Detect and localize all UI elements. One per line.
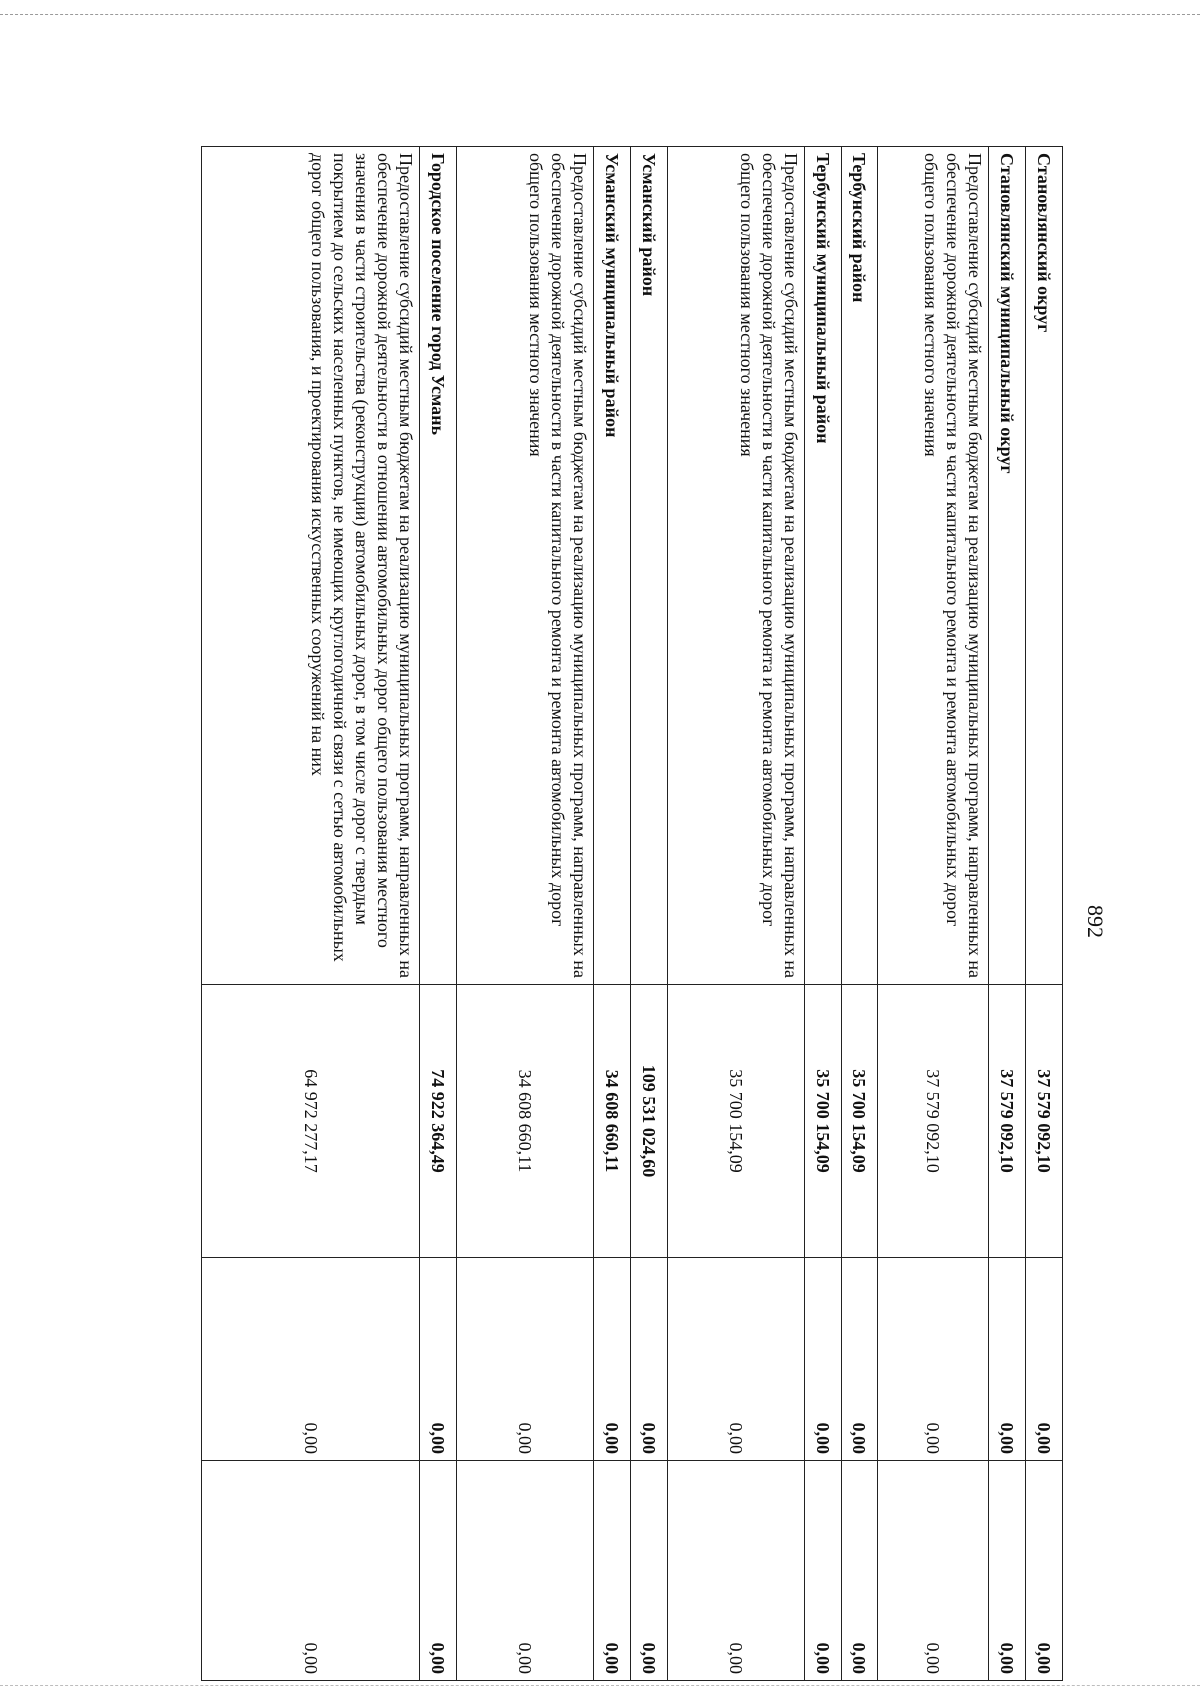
row-value-3: 0,00: [878, 1461, 989, 1681]
table-row: [804, 147, 841, 1681]
row-value-1: 35 700 154,09: [667, 985, 804, 1258]
row-value-2: 0,00: [630, 1258, 667, 1461]
row-value-3: 0,00: [804, 1461, 841, 1681]
row-name: Предоставление субсидий местным бюджетам на реализацию муниципальных программ, направленных на обеспечение дорожной деятельности в части капитального ремонта и ремонта автомобильных дорог общего пользования местного значения: [667, 147, 804, 985]
table-row: [420, 147, 457, 1681]
row-name: Городское поселение город Усмань: [420, 147, 457, 985]
row-name: Предоставление субсидий местным бюджетам на реализацию муниципальных программ, направленных на обеспечение дорожной деятельности в части капитального ремонта и ремонта автомобильных дорог общего пользования местного значения: [878, 147, 989, 985]
row-value-3: 0,00: [667, 1461, 804, 1681]
row-value-1: 37 579 092,10: [989, 985, 1026, 1258]
row-value-3: 0,00: [630, 1461, 667, 1681]
row-name: Предоставление субсидий местным бюджетам на реализацию муниципальных программ, направленных на обеспечение дорожной деятельности в части капитального ремонта и ремонта автомобильных дорог общего пользования местного значения: [456, 147, 593, 985]
row-value-2: 0,00: [456, 1258, 593, 1461]
table-row: [593, 147, 630, 1681]
row-value-3: 0,00: [202, 1461, 420, 1681]
table-row: [841, 147, 878, 1681]
table-row: [202, 147, 420, 1681]
row-name: Усманский муниципальный район: [593, 147, 630, 985]
row-value-2: 0,00: [667, 1258, 804, 1461]
row-value-1: 34 608 660,11: [456, 985, 593, 1258]
row-value-2: 0,00: [841, 1258, 878, 1461]
row-value-1: 109 531 024,60: [630, 985, 667, 1258]
row-name: Тербунский район: [841, 147, 878, 985]
row-value-2: 0,00: [202, 1258, 420, 1461]
table-row: [667, 147, 804, 1681]
table-row: [456, 147, 593, 1681]
row-value-2: 0,00: [878, 1258, 989, 1461]
row-value-3: 0,00: [593, 1461, 630, 1681]
row-value-3: 0,00: [1026, 1461, 1063, 1681]
bottom-scan-border: [0, 1685, 1200, 1686]
row-name: Предоставление субсидий местным бюджетам на реализацию муниципальных программ, направленных на обеспечение дорожной деятельности в отношении автомобильных дорог общего пользования местного значения в части строительства (реконструкции) автомобильных дорог, в том числе дорог с твердым покрытием до сельских населенных пунктов, не имеющих круглогодичной связи с сетью автомобильных дорог общего пользования, и проектирования искусственных сооружений на них: [202, 147, 420, 985]
top-scan-border: [0, 14, 1200, 15]
row-value-1: 64 972 277,17: [202, 985, 420, 1258]
row-value-2: 0,00: [1026, 1258, 1063, 1461]
budget-table-container: [201, 146, 1063, 1674]
row-value-2: 0,00: [593, 1258, 630, 1461]
page-number: 892: [1083, 905, 1108, 938]
row-value-1: 34 608 660,11: [593, 985, 630, 1258]
row-value-2: 0,00: [804, 1258, 841, 1461]
table-row: [1026, 147, 1063, 1681]
row-name: Усманский район: [630, 147, 667, 985]
row-value-1: 35 700 154,09: [804, 985, 841, 1258]
row-value-2: 0,00: [989, 1258, 1026, 1461]
row-value-1: 74 922 364,49: [420, 985, 457, 1258]
row-value-1: 37 579 092,10: [878, 985, 989, 1258]
row-value-3: 0,00: [420, 1461, 457, 1681]
row-value-3: 0,00: [989, 1461, 1026, 1681]
table-row: [878, 147, 989, 1681]
row-value-3: 0,00: [456, 1461, 593, 1681]
row-value-3: 0,00: [841, 1461, 878, 1681]
row-value-2: 0,00: [420, 1258, 457, 1461]
row-name: Тербунский муниципальный район: [804, 147, 841, 985]
row-value-1: 35 700 154,09: [841, 985, 878, 1258]
row-name: Становлянский муниципальный округ: [989, 147, 1026, 985]
table-row: [989, 147, 1026, 1681]
table-row: [630, 147, 667, 1681]
budget-table: [201, 146, 1063, 1681]
row-value-1: 37 579 092,10: [1026, 985, 1063, 1258]
row-name: Становлянский округ: [1026, 147, 1063, 985]
